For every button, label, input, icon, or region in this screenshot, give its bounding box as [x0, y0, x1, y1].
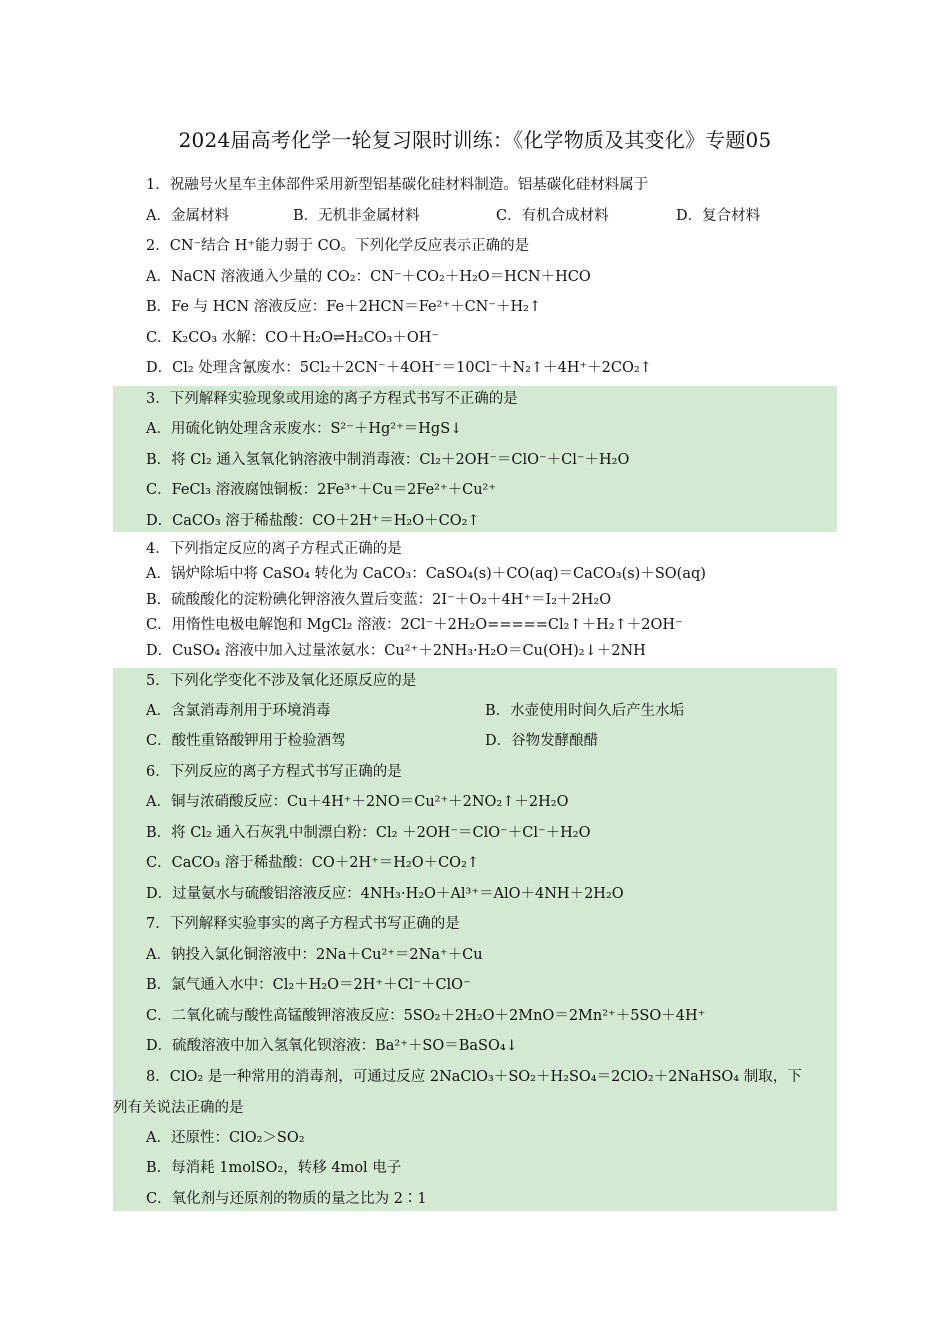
- question-4-stem: 4．下列指定反应的离子方程式正确的是: [146, 541, 402, 557]
- question-4-option-c: C．用惰性电极电解饱和 MgCl₂ 溶液：2Cl⁻＋2H₂O=====Cl₂↑＋H₂↑＋2OH⁻: [146, 617, 683, 633]
- question-8-option-a: A．还原性：ClO₂＞SO₂: [146, 1130, 305, 1146]
- question-3-option-b: B．将 Cl₂ 通入氢氧化钠溶液中制消毒液：Cl₂＋2OH⁻＝ClO⁻＋Cl⁻＋H₂O: [146, 452, 630, 468]
- question-6-option-a: A．铜与浓硝酸反应：Cu＋4H⁺＋2NO＝Cu²⁺＋2NO₂↑＋2H₂O: [146, 794, 569, 810]
- question-2-option-c: C．K₂CO₃ 水解：CO＋H₂O⇌H₂CO₃＋OH⁻: [146, 330, 440, 346]
- question-8-option-b: B．每消耗 1molSO₂，转移 4mol 电子: [146, 1160, 402, 1176]
- page-title: 2024届高考化学一轮复习限时训练：《化学物质及其变化》专题05: [178, 128, 772, 152]
- question-2-option-a: A．NaCN 溶液通入少量的 CO₂：CN⁻＋CO₂＋H₂O＝HCN＋HCO: [146, 269, 591, 285]
- question-8-stem-line-1: 8．ClO₂ 是一种常用的消毒剂，可通过反应 2NaClO₃＋SO₂＋H₂SO₄＝2ClO₂＋2NaHSO₄ 制取，下: [146, 1069, 802, 1085]
- question-4-option-d: D．CuSO₄ 溶液中加入过量浓氨水：Cu²⁺＋2NH₃·H₂O＝Cu(OH)₂↓＋2NH: [146, 643, 646, 659]
- question-6-option-d: D．过量氨水与硫酸铝溶液反应：4NH₃·H₂O＋Al³⁺＝AlO＋4NH＋2H₂O: [146, 886, 624, 902]
- question-7-option-b: B．氯气通入水中：Cl₂＋H₂O＝2H⁺＋Cl⁻＋ClO⁻: [146, 977, 471, 993]
- question-1-option-c: C．有机合成材料: [496, 208, 609, 224]
- question-1-option-a: A．金属材料: [146, 208, 229, 224]
- question-7-option-c: C．二氧化硫与酸性高锰酸钾溶液反应：5SO₂＋2H₂O＋2MnO＝2Mn²⁺＋5SO＋4H⁺: [146, 1008, 706, 1024]
- question-6-stem: 6．下列反应的离子方程式书写正确的是: [146, 764, 402, 780]
- question-3-stem: 3．下列解释实验现象或用途的离子方程式书写不正确的是: [146, 391, 518, 407]
- question-8-stem-line-2: 列有关说法正确的是: [113, 1100, 244, 1116]
- question-8-option-c: C．氧化剂与还原剂的物质的量之比为 2∶1: [146, 1191, 427, 1207]
- question-5-option-d: D．谷物发酵酿醋: [485, 733, 599, 749]
- question-5-option-c: C．酸性重铬酸钾用于检验酒驾: [146, 733, 346, 749]
- question-6-option-c: C．CaCO₃ 溶于稀盐酸：CO＋2H⁺＝H₂O＋CO₂↑: [146, 855, 480, 871]
- question-5-stem: 5．下列化学变化不涉及氧化还原反应的是: [146, 673, 417, 689]
- question-1-option-b: B．无机非金属材料: [293, 208, 420, 224]
- question-2-option-b: B．Fe 与 HCN 溶液反应：Fe＋2HCN＝Fe²⁺＋CN⁻＋H₂↑: [146, 299, 542, 315]
- question-6-option-b: B．将 Cl₂ 通入石灰乳中制漂白粉：Cl₂ ＋2OH⁻＝ClO⁻＋Cl⁻＋H₂O: [146, 825, 591, 841]
- question-2-option-d: D．Cl₂ 处理含氰废水：5Cl₂＋2CN⁻＋4OH⁻＝10Cl⁻＋N₂↑＋4H⁺＋2CO₂↑: [146, 360, 652, 376]
- question-1-option-d: D．复合材料: [676, 208, 761, 224]
- question-1-stem: 1．祝融号火星车主体部件采用新型铝基碳化硅材料制造。铝基碳化硅材料属于: [146, 177, 649, 193]
- question-5-option-b: B．水壶使用时间久后产生水垢: [485, 703, 685, 719]
- question-7-option-d: D．硫酸溶液中加入氢氧化钡溶液：Ba²⁺＋SO＝BaSO₄↓: [146, 1038, 518, 1054]
- question-7-option-a: A．钠投入氯化铜溶液中：2Na＋Cu²⁺＝2Na⁺＋Cu: [146, 947, 483, 963]
- question-4-option-a: A．锅炉除垢中将 CaSO₄ 转化为 CaCO₃：CaSO₄(s)＋CO(aq)＝CaCO₃(s)＋SO(aq): [146, 566, 706, 582]
- question-3-option-a: A．用硫化钠处理含汞废水：S²⁻＋Hg²⁺＝HgS↓: [146, 421, 463, 437]
- question-3-option-c: C．FeCl₃ 溶液腐蚀铜板：2Fe³⁺＋Cu＝2Fe²⁺＋Cu²⁺: [146, 482, 497, 498]
- question-7-stem: 7．下列解释实验事实的离子方程式书写正确的是: [146, 916, 460, 932]
- question-4-option-b: B．硫酸酸化的淀粉碘化钾溶液久置后变蓝：2I⁻＋O₂＋4H⁺＝I₂＋2H₂O: [146, 592, 612, 608]
- question-3-option-d: D．CaCO₃ 溶于稀盐酸：CO＋2H⁺＝H₂O＋CO₂↑: [146, 513, 480, 529]
- question-2-stem: 2．CN⁻结合 H⁺能力弱于 CO。下列化学反应表示正确的是: [146, 238, 530, 254]
- question-5-option-a: A．含氯消毒剂用于环境消毒: [146, 703, 331, 719]
